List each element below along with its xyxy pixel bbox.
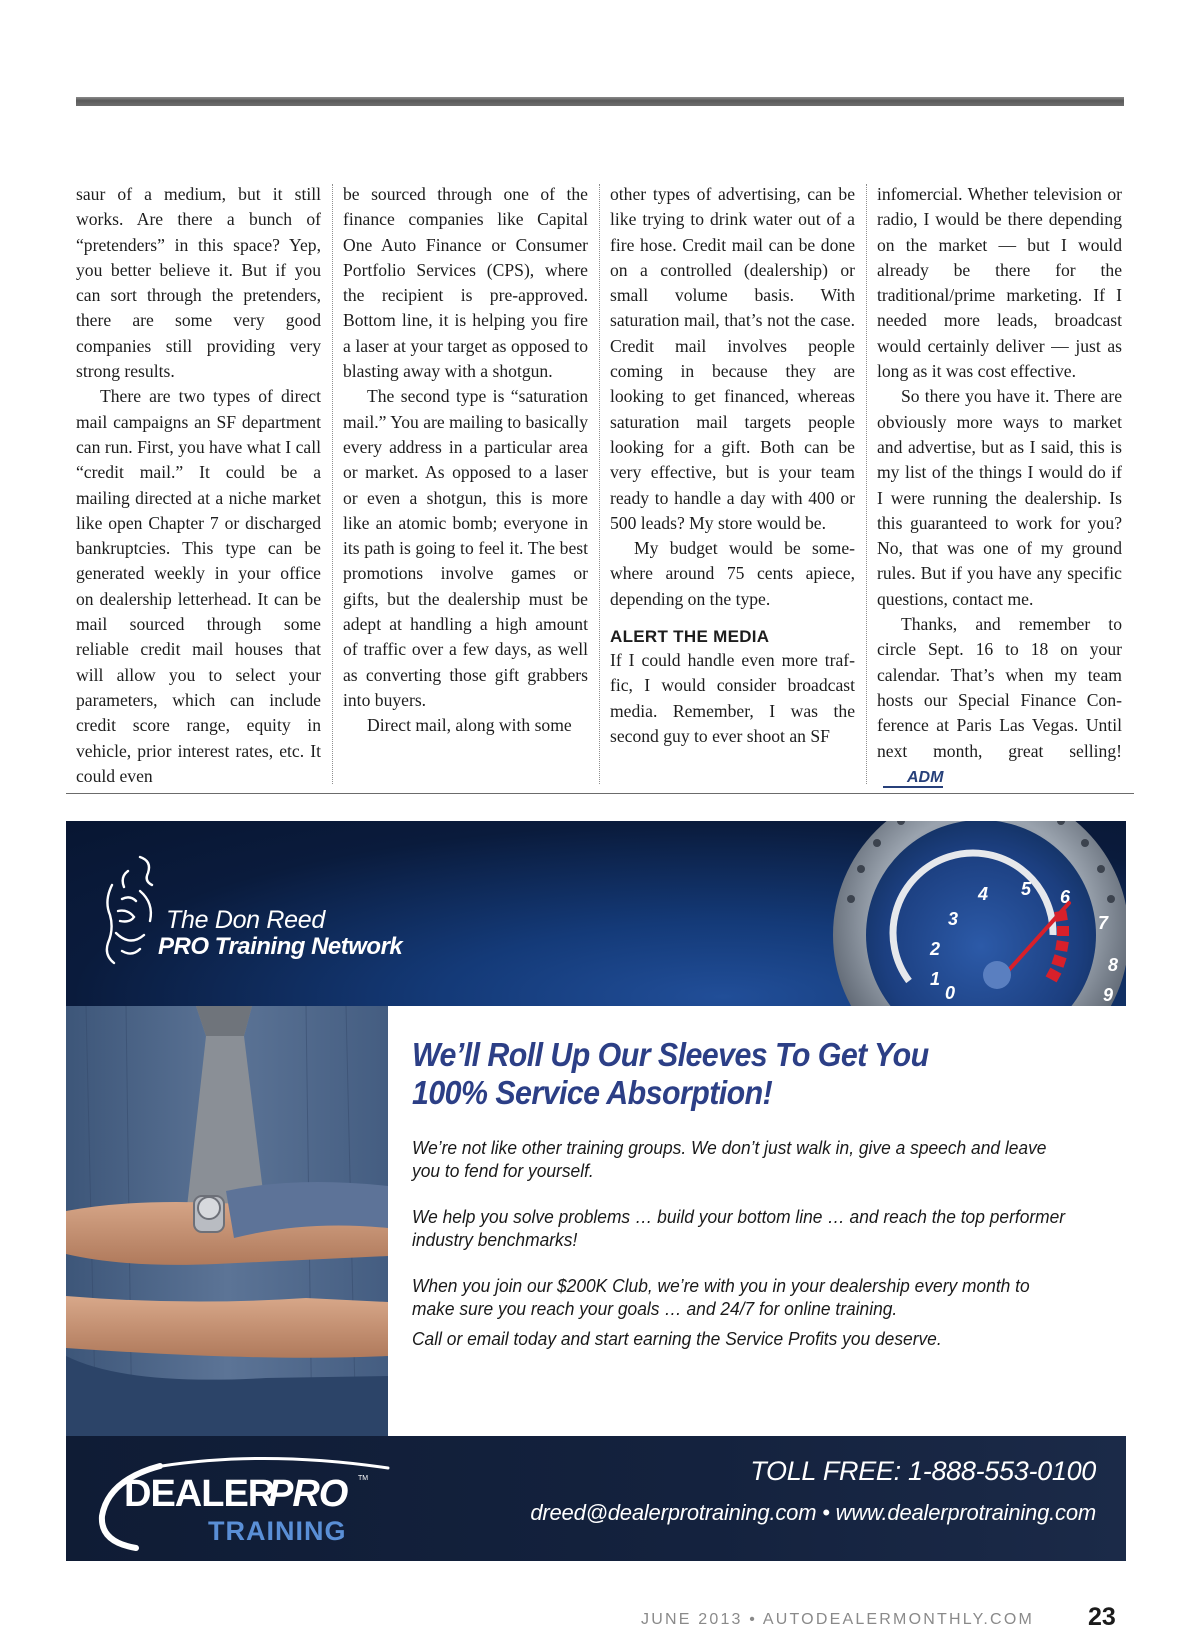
gauge-number: 9 <box>1103 985 1114 1005</box>
headline-line-2: 100% Service Absorption! <box>412 1074 773 1111</box>
paragraph: So there you have it. There are obviously more ways to market and advertise, but as I said, this is my list of the things I would do if I were running the dealership. Is this guaranteed to work for you? No, that was one of my ground rules. But if you have any specific questions, contact me. <box>877 386 1122 609</box>
adm-end-mark: ADM <box>883 770 943 788</box>
closing-text: Thanks, and remember to circle Sept. 16 to 18 on your calendar. That’s when my team hosts our Special Finance Conference at Paris Las Vegas. Until next month, great selling! <box>877 614 1122 761</box>
paragraph: infomercial. Whether television or radio, I would be there depending on the market — but I would already be there for the traditional/prime marketing. If I needed more leads, broadcast would certainly deliver — just as long as it was cost effective. <box>877 184 1122 382</box>
paragraph: My budget would be somewhere around 75 cents apiece, depending on the type. <box>610 538 855 609</box>
ad-copy-panel <box>388 1006 1126 1436</box>
paragraph <box>877 612 1122 789</box>
man-rolling-sleeves-photo <box>66 1006 388 1436</box>
gauge-number: 6 <box>1060 887 1071 907</box>
paragraph: be sourced through one of the finance companies like Capital One Auto Finance or Consumer Portfolio Services (CPS), where the recipient is pre-approved. Bottom line, it is helping you fire a laser at your target as opposed to blasting away with a shotgun. <box>343 184 588 382</box>
gauge-number: 7 <box>1098 913 1109 933</box>
ad-headline <box>412 1036 982 1112</box>
ad-paragraph: We help you solve problems … build your bottom line … and reach the top performer industry benchmarks! <box>412 1206 1066 1250</box>
toll-free-number: TOLL FREE: 1-888-553-0100 <box>750 1456 1096 1486</box>
article-column-4 <box>877 182 1122 789</box>
article-column-3 <box>610 182 855 749</box>
gauge-number: 0 <box>945 983 956 1003</box>
dealerpro-training-logo <box>96 1452 416 1552</box>
paragraph: saur of a medium, but it still works. Are there a bunch of “pretenders” in this space? Yep, you better believe it. But if you can sort through the pretenders, there are some very good companies still providing very strong results. <box>76 184 321 382</box>
ad-call-to-action: Call or email today and start earning the Service Profits you deserve. <box>412 1328 942 1349</box>
ad-header-band <box>66 821 1126 1006</box>
column-divider <box>866 184 867 784</box>
article-column-2 <box>343 182 588 739</box>
ad-contact-band <box>66 1436 1126 1561</box>
gauge-number: 2 <box>930 939 941 959</box>
gauge-number: 5 <box>1021 879 1032 899</box>
page-number: 23 <box>1088 1603 1116 1631</box>
article-bottom-rule <box>66 793 1134 794</box>
gauge-number: 3 <box>948 909 959 929</box>
speedometer-gauge-icon <box>831 821 1126 1007</box>
trademark-mark: TM <box>358 1475 369 1482</box>
column-divider <box>332 184 333 784</box>
footer-issue-and-site: JUNE 2013 • AUTODEALERMONTHLY.COM <box>641 1611 1034 1628</box>
paragraph: Direct mail, along with some <box>367 715 572 736</box>
headline-line-1: We’ll Roll Up Our Sleeves To Get You <box>412 1036 929 1073</box>
article-body <box>76 182 1124 788</box>
dealerpro-advertisement <box>66 821 1126 1561</box>
paragraph: other types of advertising, can be like trying to drink water out of a fire hose. Credit mail can be done on a controlled (dealership) or small volume basis. With saturation mail, that’s not the case. Credit mail involves people coming in because they are looking to get financed, whereas saturation mail targets people looking for a gift. Both can be very effective, but is your team ready to handle a day with 400 or 500 leads? My store would be. <box>610 184 855 533</box>
brand-name-line1: The Don Reed <box>166 906 325 934</box>
shirt-and-tie-illustration <box>66 1006 388 1436</box>
don-reed-caricature-icon <box>100 851 158 969</box>
top-rule <box>76 97 1124 106</box>
email-and-website: dreed@dealerprotraining.com • www.dealerprotraining.com <box>530 1500 1096 1525</box>
ad-paragraph: We’re not like other training groups. We don’t just walk in, give a speech and leave you to fend for yourself. <box>412 1137 1047 1181</box>
gauge-number: 8 <box>1108 955 1119 975</box>
section-subhead: ALERT THE MEDIA <box>610 627 770 647</box>
logo-dealer-text: DEALER <box>124 1473 275 1515</box>
paragraph: There are two types of direct mail campaigns an SF department can run. First, you have what I call “credit mail.” It could be a mailing directed at a niche market like open Chapter 7 or discharged bankruptcies. This type can be generated weekly in your office on dealership letterhead. It can be mail sourced through some reliable credit mail houses that will allow you to select your parameters, which can include credit score range, equity in vehicle, prior interest rates, etc. It could even <box>76 386 321 786</box>
paragraph: If I could handle even more traffic, I would consider broadcast media. Remember, I was the second guy to ever shoot an SF <box>610 650 855 746</box>
article-column-1 <box>76 182 321 789</box>
gauge-number: 1 <box>930 969 941 989</box>
paragraph: The second type is “saturation mail.” You are mailing to basically every address in a particular area or market. As opposed to a laser or even a shotgun, this is more like an atomic bomb; everyone in its path is going to feel it. The best promotions involve games or gifts, but the dealership must be adept at handling a high amount of traffic over a few days, as well as converting those gift grabbers into buyers. <box>343 386 588 710</box>
logo-training-text: TRAINING <box>208 1516 347 1546</box>
ad-paragraph: When you join our $200K Club, we’re with you in your dealership every month to make sure you reach your goals … and 24/7 for online training. <box>412 1275 1030 1319</box>
brand-name-line2: PRO Training Network <box>158 933 403 960</box>
column-divider <box>599 184 600 784</box>
logo-pro-text: PRO <box>268 1473 348 1515</box>
gauge-number: 4 <box>978 884 989 904</box>
